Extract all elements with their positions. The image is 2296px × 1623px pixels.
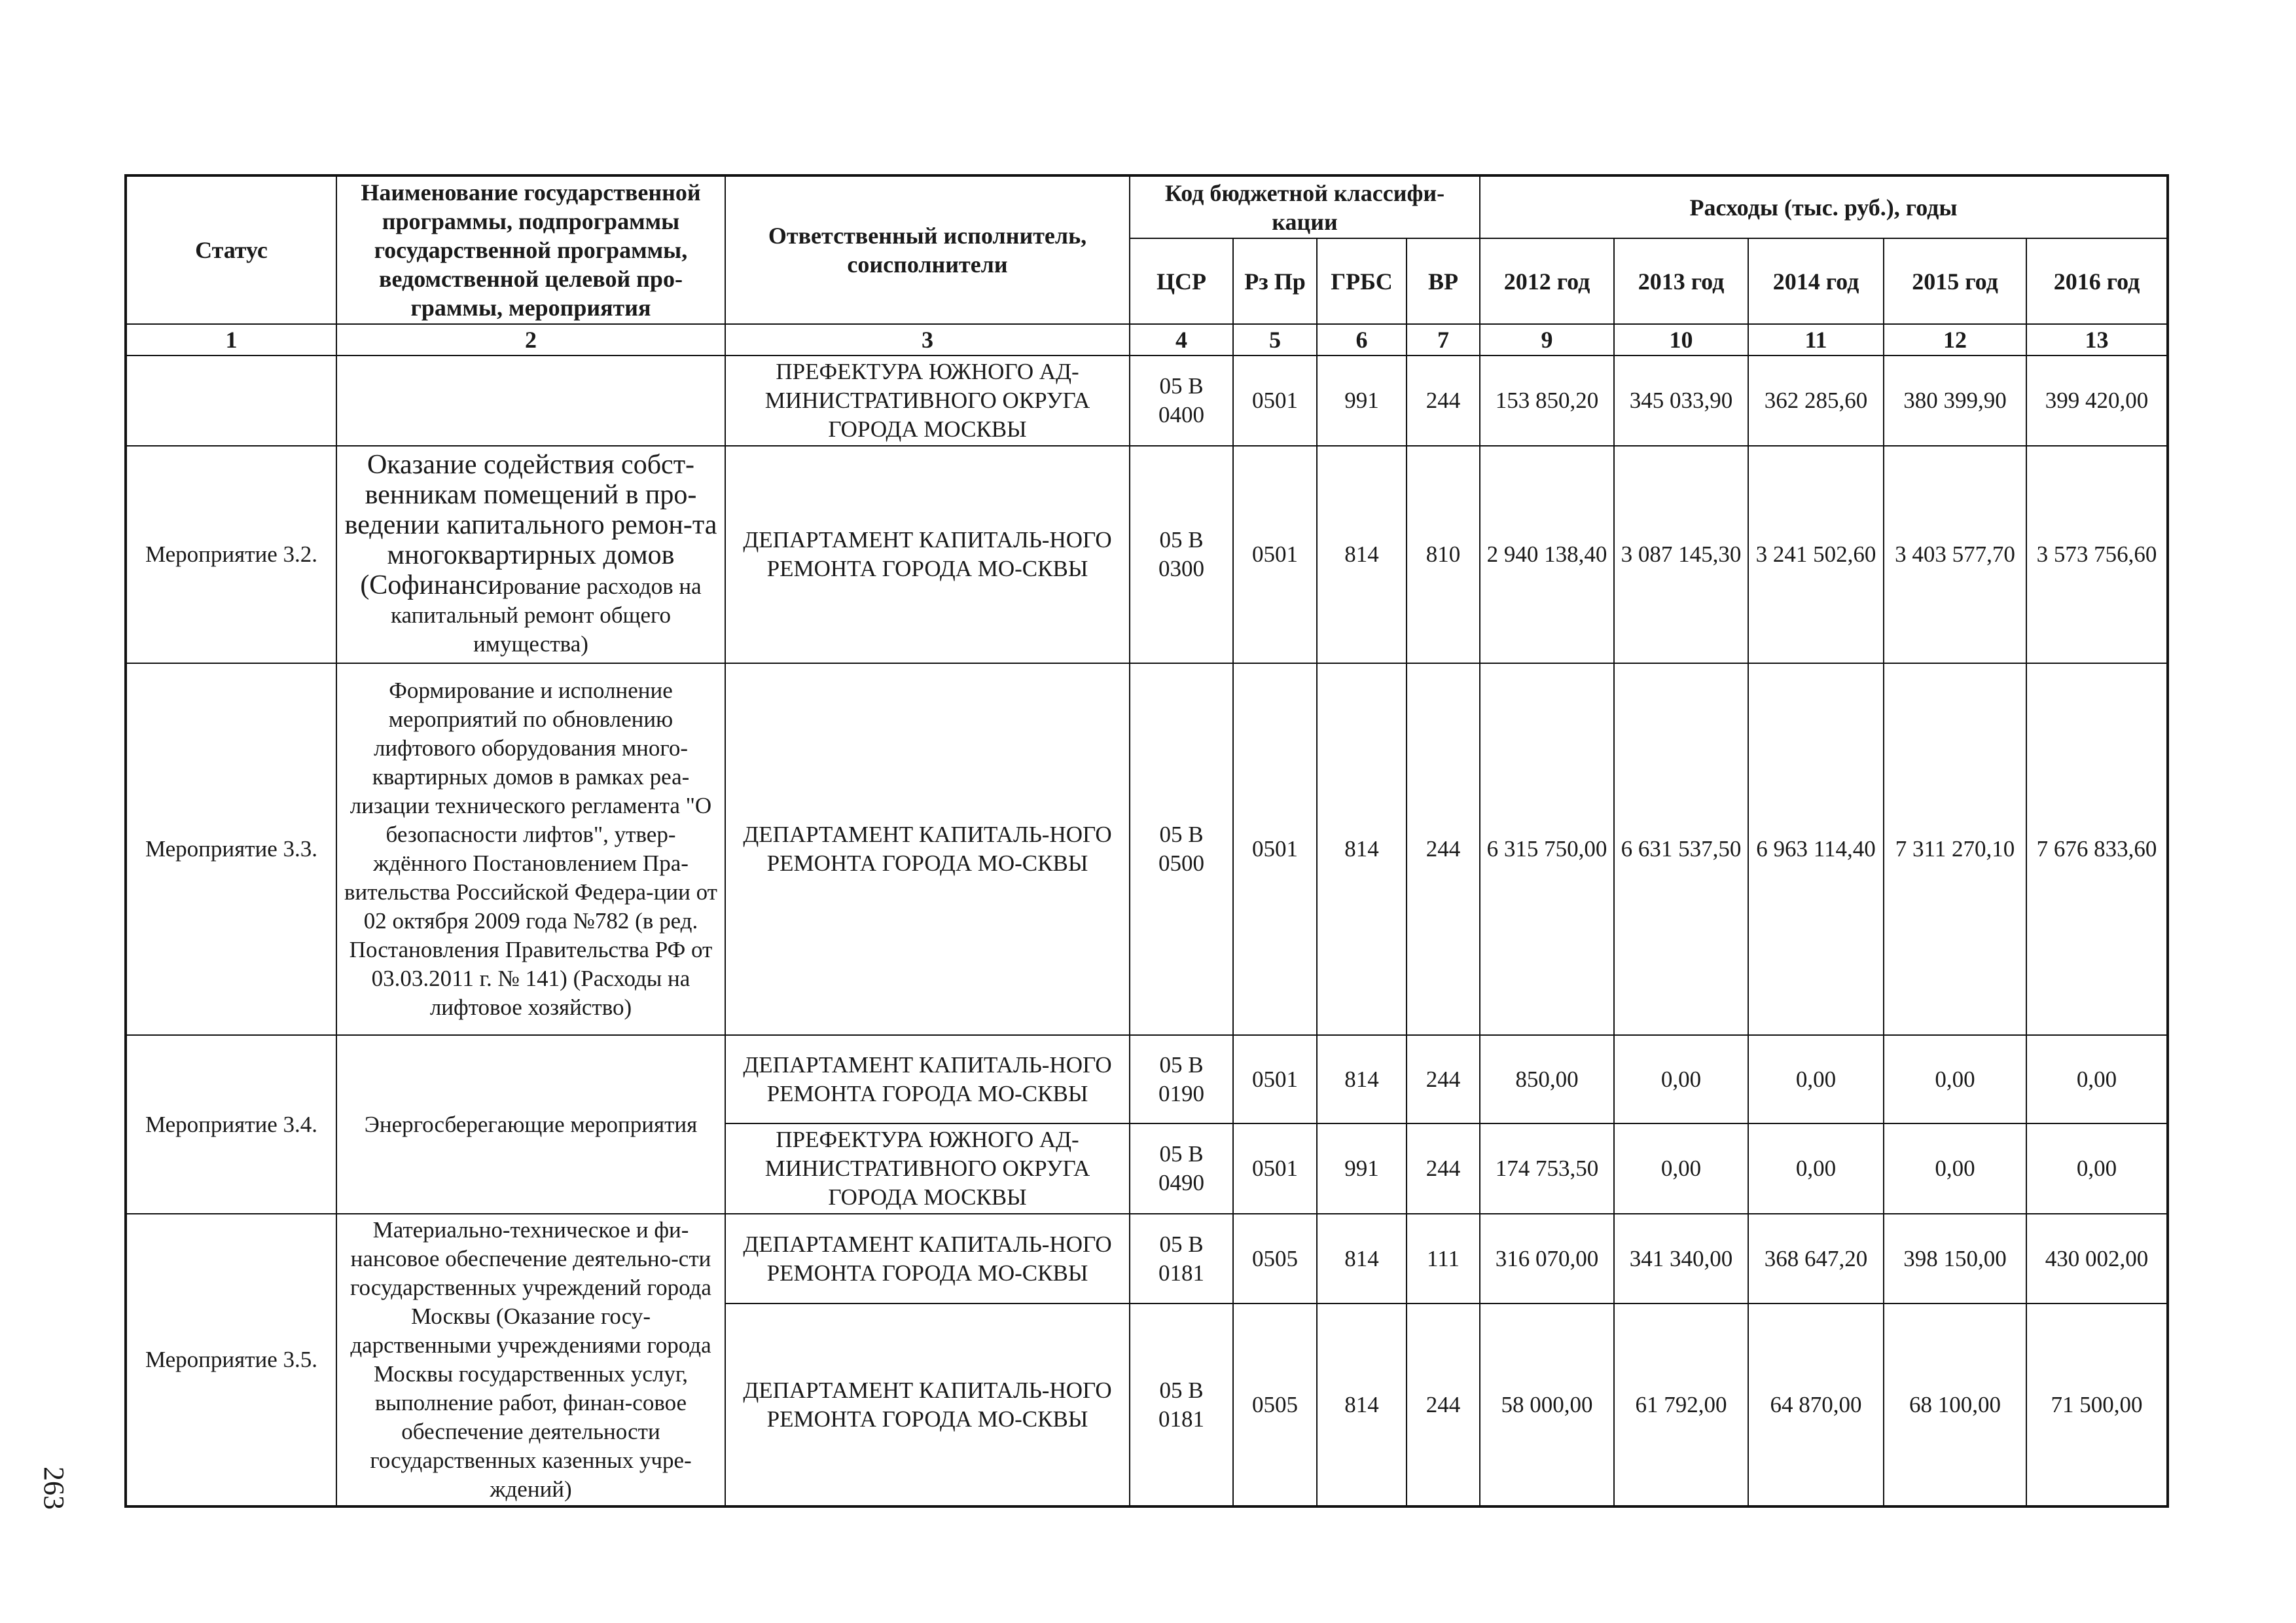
rzpr-cell: 0501 [1233, 1035, 1317, 1123]
header-year-2015: 2015 год [1884, 238, 2026, 324]
amount-2012-cell: 153 850,20 [1480, 356, 1614, 446]
status-cell: Мероприятие 3.3. [126, 663, 336, 1035]
grbs-cell: 991 [1317, 356, 1407, 446]
header-year-2014: 2014 год [1748, 238, 1884, 324]
amount-2014-cell: 362 285,60 [1748, 356, 1884, 446]
amount-2012-cell: 850,00 [1480, 1035, 1614, 1123]
amount-2013-cell: 6 631 537,50 [1614, 663, 1748, 1035]
status-cell: Мероприятие 3.2. [126, 446, 336, 663]
vr-cell: 111 [1407, 1214, 1480, 1304]
grbs-cell: 814 [1317, 446, 1407, 663]
column-number: 9 [1480, 324, 1614, 356]
csr-cell: 05 В 0181 [1130, 1304, 1233, 1506]
csr-cell: 05 В 0190 [1130, 1035, 1233, 1123]
header-year-2016: 2016 год [2026, 238, 2168, 324]
amount-2015-cell: 398 150,00 [1884, 1214, 2026, 1304]
budget-table [124, 174, 2169, 1508]
csr-cell: 05 В 0181 [1130, 1214, 1233, 1304]
amount-2016-cell: 399 420,00 [2026, 356, 2168, 446]
amount-2013-cell: 0,00 [1614, 1123, 1748, 1214]
header-vr: ВР [1407, 238, 1480, 324]
header-rzpr: Рз Пр [1233, 238, 1317, 324]
name-cell: Формирование и исполнение мероприятий по обновлению лифтового оборудования много-квартирных домов в рамках реа-лизации технического регламента "О безопасности лифтов", утвер-ждённого Постановлением Пра-вительства Российской Федера-ции от 02 октября 2009 года №782 (в ред. Постановления Правительства РФ от 03.03.2011 г. № 141) (Расходы на лифтовое хозяйство) [336, 663, 725, 1035]
page-number: 263 [38, 1467, 70, 1510]
csr-cell: 05 В 0490 [1130, 1123, 1233, 1214]
name-large-text: Оказание содействия собст-венникам помещений в про-ведении капитального ремон-та многоквартирных домов (Софинанси [344, 450, 717, 600]
header-program-name: Наименование государственной программы, подпрограммы государственной программы, ведомственной целевой про-граммы, мероприятия [336, 175, 725, 324]
column-number-row [126, 324, 2168, 356]
column-number: 7 [1407, 324, 1480, 356]
amount-2016-cell: 0,00 [2026, 1123, 2168, 1214]
amount-2014-cell: 368 647,20 [1748, 1214, 1884, 1304]
header-budget-code: Код бюджетной классифи-кации [1130, 175, 1480, 238]
amount-2016-cell: 430 002,00 [2026, 1214, 2168, 1304]
column-number: 1 [126, 324, 336, 356]
vr-cell: 244 [1407, 663, 1480, 1035]
amount-2012-cell: 58 000,00 [1480, 1304, 1614, 1506]
amount-2015-cell: 7 311 270,10 [1884, 663, 2026, 1035]
amount-2012-cell: 316 070,00 [1480, 1214, 1614, 1304]
executor-cell: ДЕПАРТАМЕНТ КАПИТАЛЬ-НОГО РЕМОНТА ГОРОДА МО-СКВЫ [725, 1035, 1130, 1123]
status-cell [126, 356, 336, 446]
column-number: 3 [725, 324, 1130, 356]
csr-cell: 05 В 0400 [1130, 356, 1233, 446]
name-cell [336, 446, 725, 663]
amount-2014-cell: 0,00 [1748, 1035, 1884, 1123]
grbs-cell: 814 [1317, 1035, 1407, 1123]
rzpr-cell: 0505 [1233, 1304, 1317, 1506]
vr-cell: 244 [1407, 1123, 1480, 1214]
vr-cell: 244 [1407, 356, 1480, 446]
amount-2013-cell: 61 792,00 [1614, 1304, 1748, 1506]
column-number: 5 [1233, 324, 1317, 356]
column-number: 12 [1884, 324, 2026, 356]
table-row [126, 446, 2168, 663]
column-number: 2 [336, 324, 725, 356]
amount-2014-cell: 3 241 502,60 [1748, 446, 1884, 663]
rzpr-cell: 0501 [1233, 356, 1317, 446]
amount-2012-cell: 2 940 138,40 [1480, 446, 1614, 663]
grbs-cell: 814 [1317, 663, 1407, 1035]
column-number: 10 [1614, 324, 1748, 356]
column-number: 11 [1748, 324, 1884, 356]
header-executor: Ответственный исполнитель, соисполнители [725, 175, 1130, 324]
header-status: Статус [126, 175, 336, 324]
amount-2015-cell: 0,00 [1884, 1035, 2026, 1123]
table-row [126, 356, 2168, 446]
name-cell [336, 356, 725, 446]
executor-cell: ПРЕФЕКТУРА ЮЖНОГО АД-МИНИСТРАТИВНОГО ОКРУГА ГОРОДА МОСКВЫ [725, 356, 1130, 446]
name-cell: Материально-техническое и фи-нансовое обеспечение деятельно-сти государственных учреждений города Москвы (Оказание госу-дарственными учреждениями города Москвы государственных услуг, выполнение работ, финан-совое обеспечение деятельности государственных казенных учре-ждений) [336, 1214, 725, 1506]
header-year-2013: 2013 год [1614, 238, 1748, 324]
column-number: 4 [1130, 324, 1233, 356]
executor-cell: ДЕПАРТАМЕНТ КАПИТАЛЬ-НОГО РЕМОНТА ГОРОДА МО-СКВЫ [725, 446, 1130, 663]
column-number: 6 [1317, 324, 1407, 356]
grbs-cell: 814 [1317, 1304, 1407, 1506]
executor-cell: ДЕПАРТАМЕНТ КАПИТАЛЬ-НОГО РЕМОНТА ГОРОДА МО-СКВЫ [725, 1214, 1130, 1304]
amount-2013-cell: 3 087 145,30 [1614, 446, 1748, 663]
rzpr-cell: 0501 [1233, 446, 1317, 663]
amount-2015-cell: 3 403 577,70 [1884, 446, 2026, 663]
column-number: 13 [2026, 324, 2168, 356]
rzpr-cell: 0505 [1233, 1214, 1317, 1304]
header-csr: ЦСР [1130, 238, 1233, 324]
name-cell: Энергосберегающие мероприятия [336, 1035, 725, 1214]
amount-2016-cell: 0,00 [2026, 1035, 2168, 1123]
vr-cell: 244 [1407, 1304, 1480, 1506]
table-row [126, 1214, 2168, 1304]
amount-2013-cell: 345 033,90 [1614, 356, 1748, 446]
vr-cell: 810 [1407, 446, 1480, 663]
vr-cell: 244 [1407, 1035, 1480, 1123]
amount-2013-cell: 341 340,00 [1614, 1214, 1748, 1304]
executor-cell: ПРЕФЕКТУРА ЮЖНОГО АД-МИНИСТРАТИВНОГО ОКРУГА ГОРОДА МОСКВЫ [725, 1123, 1130, 1214]
amount-2013-cell: 0,00 [1614, 1035, 1748, 1123]
amount-2014-cell: 0,00 [1748, 1123, 1884, 1214]
amount-2012-cell: 6 315 750,00 [1480, 663, 1614, 1035]
header-grbs: ГРБС [1317, 238, 1407, 324]
amount-2015-cell: 380 399,90 [1884, 356, 2026, 446]
executor-cell: ДЕПАРТАМЕНТ КАПИТАЛЬ-НОГО РЕМОНТА ГОРОДА МО-СКВЫ [725, 1304, 1130, 1506]
header-year-2012: 2012 год [1480, 238, 1614, 324]
csr-cell: 05 В 0500 [1130, 663, 1233, 1035]
grbs-cell: 814 [1317, 1214, 1407, 1304]
csr-cell: 05 В 0300 [1130, 446, 1233, 663]
amount-2015-cell: 68 100,00 [1884, 1304, 2026, 1506]
name-small-text: рование расходов на капитальный ремонт общего имущества) [391, 574, 702, 657]
grbs-cell: 991 [1317, 1123, 1407, 1214]
rzpr-cell: 0501 [1233, 663, 1317, 1035]
amount-2014-cell: 64 870,00 [1748, 1304, 1884, 1506]
amount-2016-cell: 71 500,00 [2026, 1304, 2168, 1506]
header-expenses: Расходы (тыс. руб.), годы [1480, 175, 2168, 238]
amount-2014-cell: 6 963 114,40 [1748, 663, 1884, 1035]
executor-cell: ДЕПАРТАМЕНТ КАПИТАЛЬ-НОГО РЕМОНТА ГОРОДА МО-СКВЫ [725, 663, 1130, 1035]
table-row [126, 663, 2168, 1035]
status-cell: Мероприятие 3.4. [126, 1035, 336, 1214]
rzpr-cell: 0501 [1233, 1123, 1317, 1214]
amount-2016-cell: 3 573 756,60 [2026, 446, 2168, 663]
amount-2016-cell: 7 676 833,60 [2026, 663, 2168, 1035]
amount-2012-cell: 174 753,50 [1480, 1123, 1614, 1214]
amount-2015-cell: 0,00 [1884, 1123, 2026, 1214]
status-cell: Мероприятие 3.5. [126, 1214, 336, 1506]
table-row [126, 1035, 2168, 1123]
